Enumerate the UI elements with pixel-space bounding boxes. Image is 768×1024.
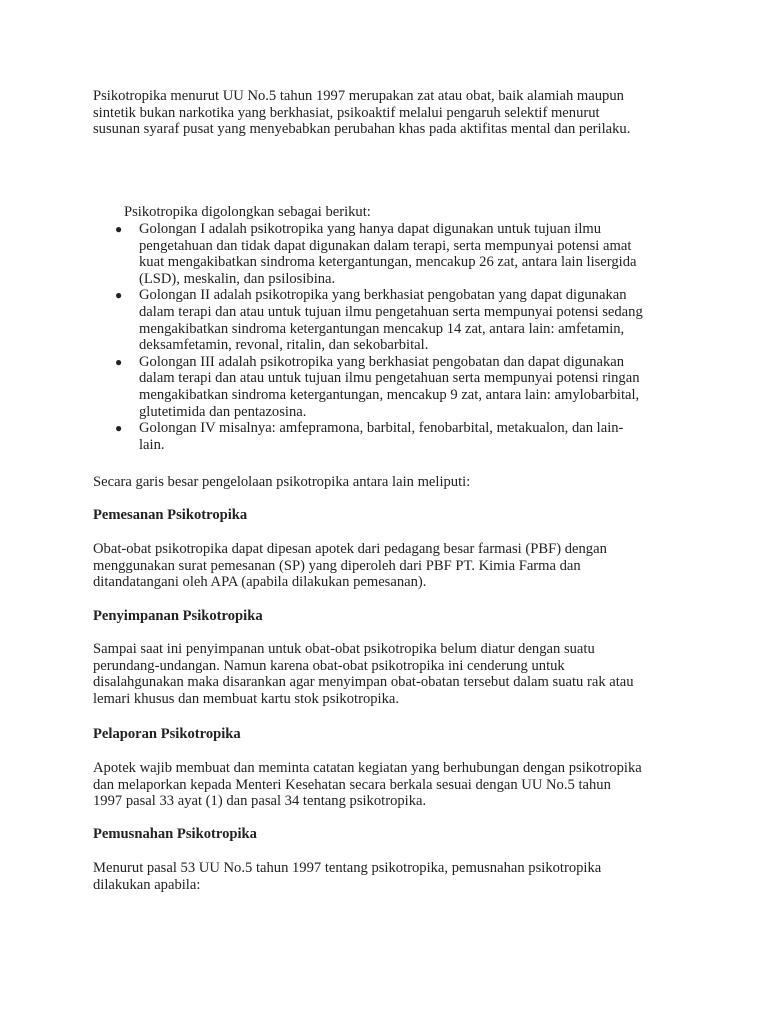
list-item: ● Golongan III adalah psikotropika yang berkhasiat pengobatan dan dapat digunakan dalam terapi dan atau untuk tujuan ilmu pengetahuan serta mempunyai potensi ringan mengakibatkan sindroma ketergantungan, mencakup 9 zat, antara lain: amylobarbital, glutetimida dan pentazosina. <box>115 353 640 420</box>
list-item: ● Golongan II adalah psikotropika yang berkhasiat pengobatan yang dapat digunakan dalam terapi dan atau untuk tujuan ilmu pengetahuan serta mempunyai potensi sedang mengakibatkan sindroma ketergantungan mencakup 14 zat, antara lain: amfetamin, deksamfetamin, revonal, ritalin, dan sekobarbital. <box>115 287 643 354</box>
summary-paragraph: Secara garis besar pengelolaan psikotropika antara lain meliputi: <box>93 474 471 490</box>
bullet-icon: ● <box>115 222 123 236</box>
section-heading-pemusnahan: Pemusnahan Psikotropika <box>93 826 257 842</box>
classification-intro: Psikotropika digolongkan sebagai berikut: <box>124 204 371 220</box>
intro-line: sintetik bukan narkotika yang berkhasiat, psikoaktif melalui pengaruh selektif menurut <box>93 104 600 121</box>
bullet-icon: ● <box>115 288 123 303</box>
intro-paragraph <box>93 88 693 138</box>
section-heading-pemesanan: Pemesanan Psikotropika <box>93 507 248 523</box>
section-heading-penyimpanan: Penyimpanan Psikotropika <box>93 608 263 624</box>
section-body-pemesanan: Obat-obat psikotropika dapat dipesan apotek dari pedagang besar farmasi (PBF) dengan menggunakan surat pemesanan (SP) yang diperoleh dari PBF PT. Kimia Farma dan ditandatangani oleh APA (apabila dilakukan pemesanan). <box>93 541 607 591</box>
list-item: ● Golongan IV misalnya: amfepramona, barbital, fenobarbital, metakualon, dan lain- lain. <box>115 420 624 453</box>
section-body-penyimpanan: Sampai saat ini penyimpanan untuk obat-obat psikotropika belum diatur dengan suatu perundang-undangan. Namun karena obat-obat psikotropika ini cenderung untuk disalahgunakan maka disarankan agar menyimpan obat-obatan tersebut dalam suatu rak atau lemari khusus dan membuat kartu stok psikotropika. <box>93 641 634 707</box>
bullet-icon: ● <box>115 354 123 369</box>
bullet-icon: ● <box>115 421 123 436</box>
classification-list <box>114 221 694 453</box>
intro-line: Psikotropika menurut UU No.5 tahun 1997 merupakan zat atau obat, baik alamiah maupun <box>93 88 624 104</box>
section-heading-pelaporan: Pelaporan Psikotropika <box>93 726 241 742</box>
list-item: ● Golongan I adalah psikotropika yang hanya dapat digunakan untuk tujuan ilmu pengetahuan dan tidak dapat digunakan dalam terapi, serta mempunyai potensi amat kuat mengakibatkan sindroma ketergantungan, mencakup 26 zat, antara lain lisergida (LSD), meskalin, dan psilosibina. <box>115 221 637 287</box>
intro-line: susunan syaraf pusat yang menyebabkan perubahan khas pada aktifitas mental dan perilaku. <box>93 121 631 138</box>
section-body-pemusnahan: Menurut pasal 53 UU No.5 tahun 1997 tentang psikotropika, pemusnahan psikotropika dilakukan apabila: <box>93 860 602 893</box>
section-body-pelaporan: Apotek wajib membuat dan meminta catatan kegiatan yang berhubungan dengan psikotropika dan melaporkan kepada Menteri Kesehatan secara berkala sesuai dengan UU No.5 tahun 1997 pasal 33 ayat (1) dan pasal 34 tentang psikotropika. <box>93 760 642 810</box>
